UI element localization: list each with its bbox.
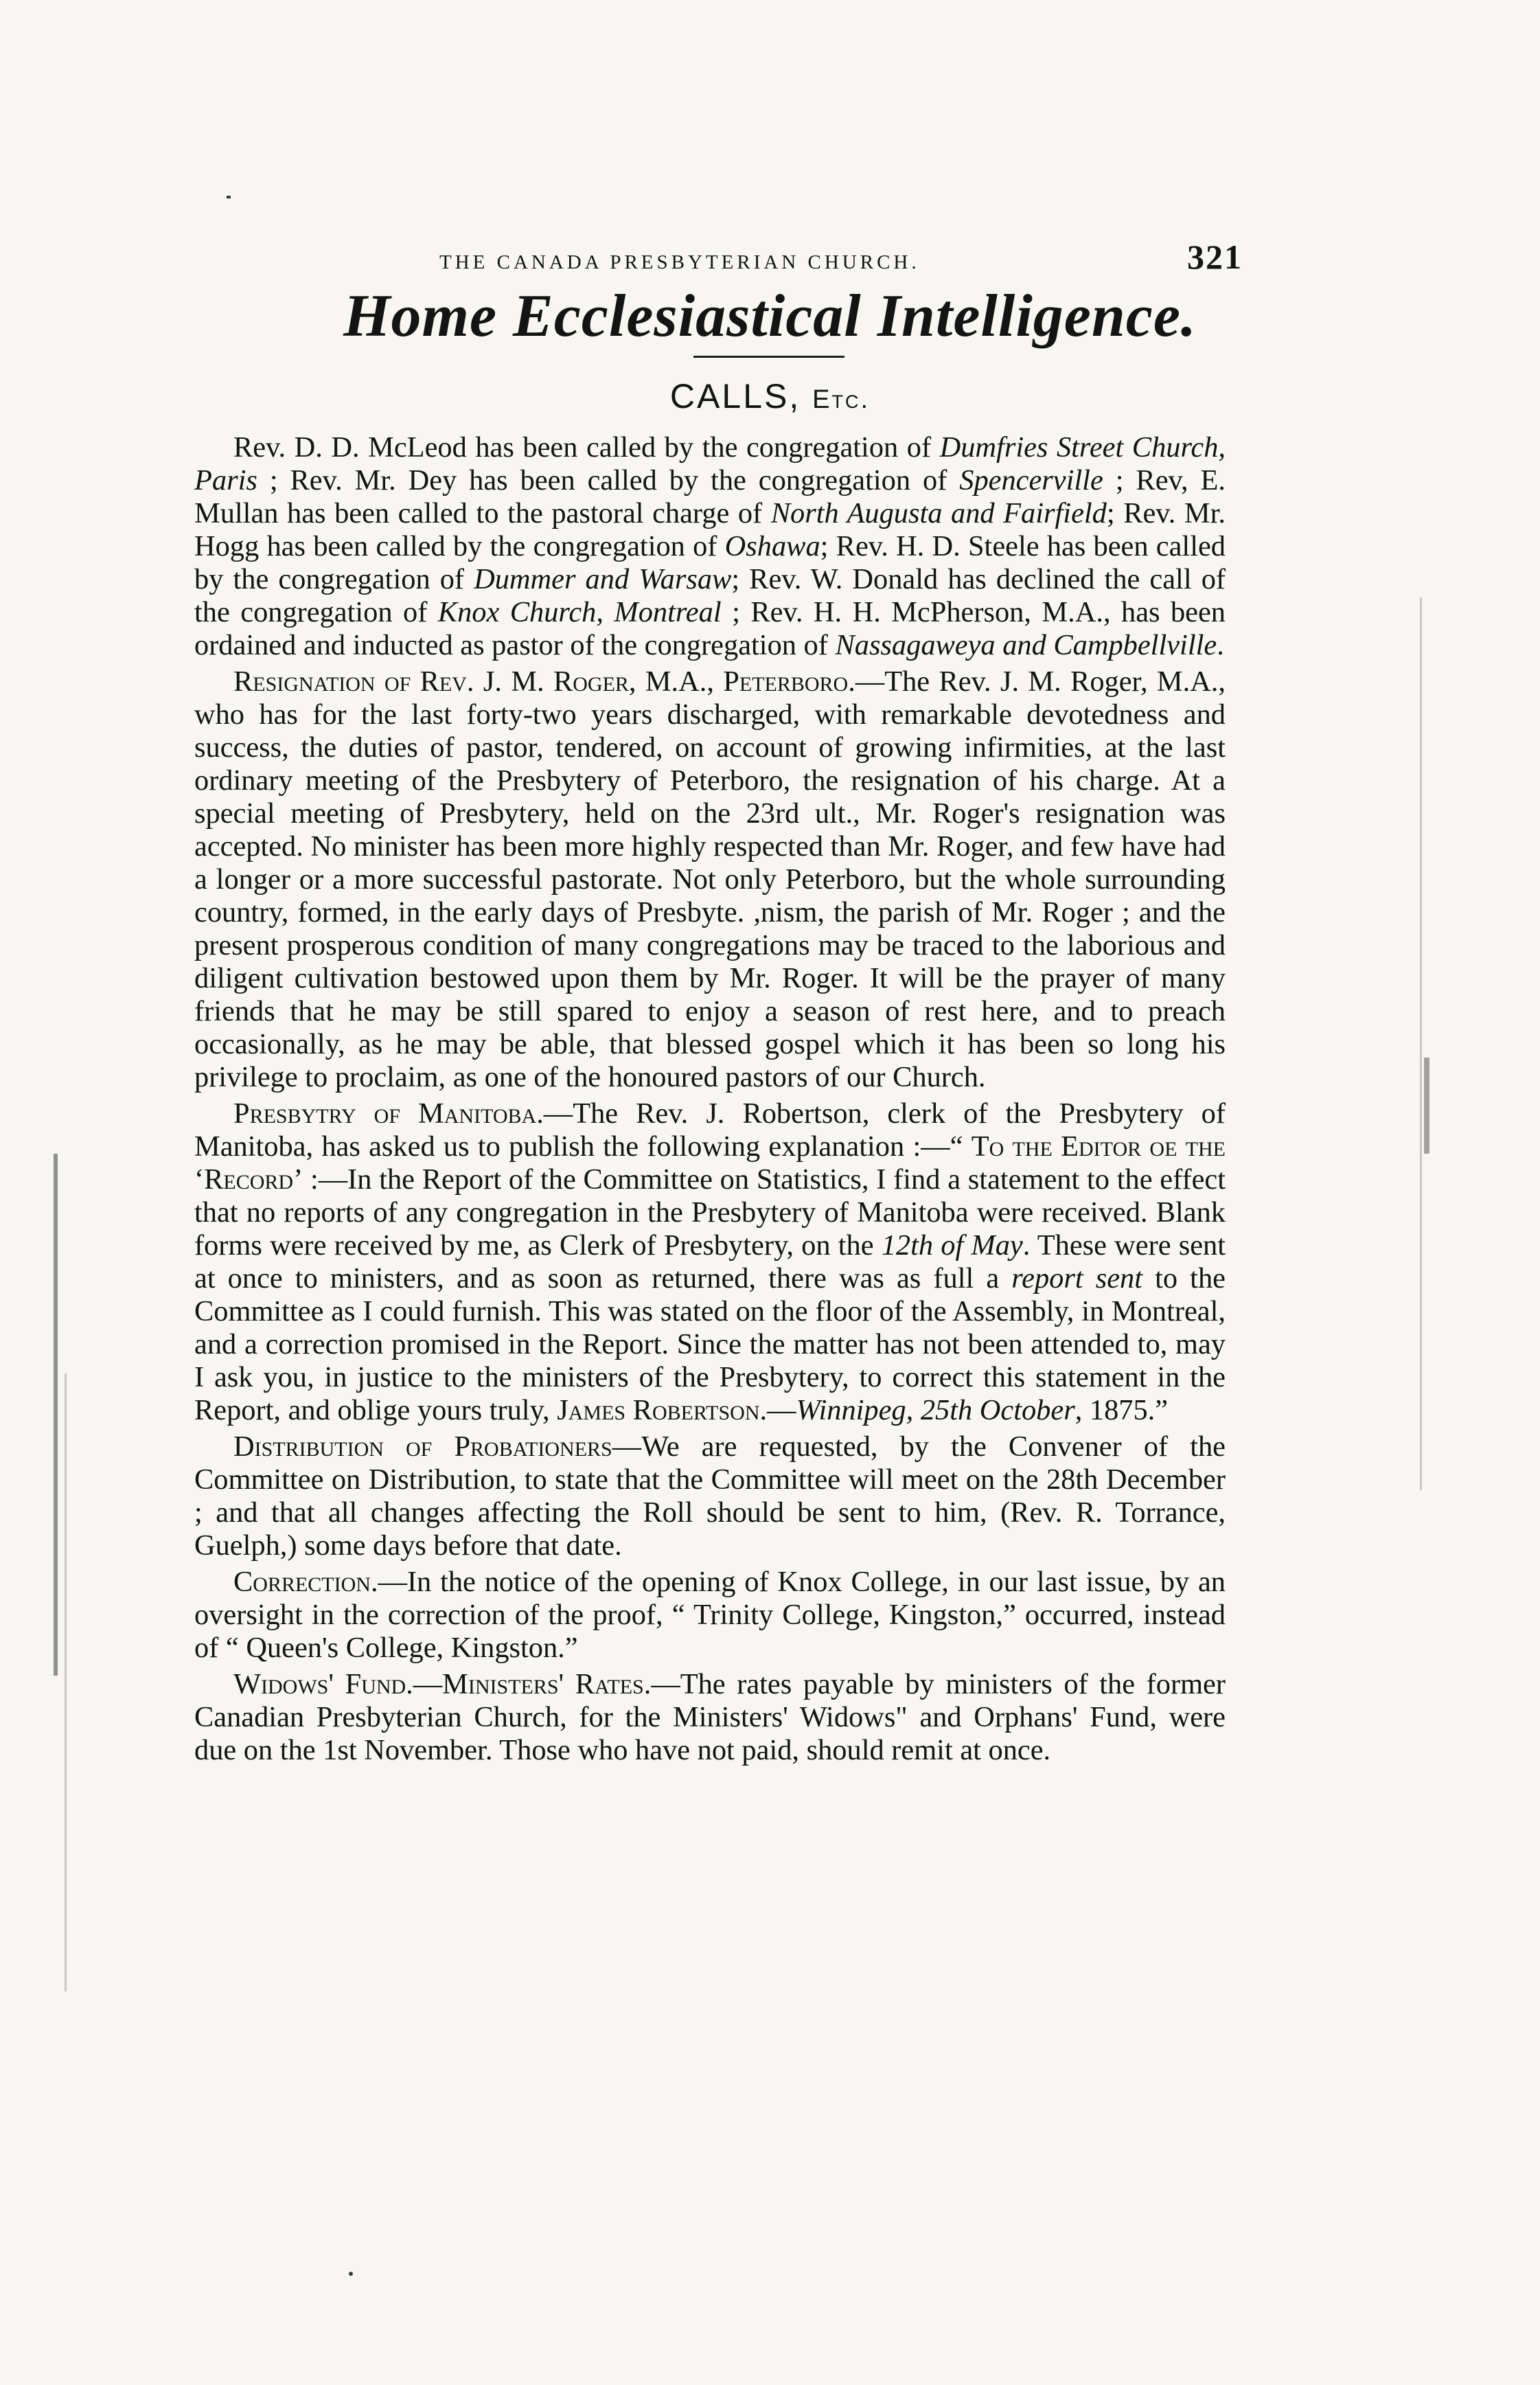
scan-dot bbox=[227, 196, 231, 198]
calls-text-3: ; Rev, E. Mullan has been called to the pastoral charge of bbox=[194, 464, 1226, 529]
section-title: Home Ecclesiastical Intelligence. bbox=[343, 283, 1197, 350]
manitoba-paragraph bbox=[194, 1097, 1226, 1427]
running-head bbox=[439, 237, 1243, 277]
calls-text-5: ; Rev. H. D. Steele has been called by the congregation of bbox=[194, 530, 1226, 595]
manitoba-text-4: to the Committee as I could furnish. This was stated on the floor of the Assembly, in Montreal, and a correction promised in the Report. Since the matter has not been attended to, may I ask you, in justice to the ministers of the Presbytery, to correct this statement in the Report, and oblige yours truly, bbox=[194, 1262, 1226, 1426]
subheading-main: CALLS, bbox=[669, 377, 801, 415]
widows-fund-paragraph bbox=[194, 1668, 1226, 1767]
calls-paragraph bbox=[194, 431, 1226, 662]
calls-place-2: Spencerville bbox=[959, 464, 1103, 497]
scan-edge-left-dash bbox=[65, 1373, 67, 1992]
running-title: THE CANADA PRESBYTERIAN CHURCH. bbox=[439, 251, 920, 273]
letter-place-date: Winnipeg, 25th October bbox=[796, 1394, 1075, 1426]
manitoba-text-5: — bbox=[767, 1394, 796, 1426]
calls-text-7: ; Rev. H. H. McPherson, M.A., has been ordained and inducted as pastor of the congregation of bbox=[194, 596, 1226, 661]
calls-text-6: ; Rev. W. Donald has declined the call of the congregation of bbox=[194, 563, 1226, 628]
manitoba-text-1: —The Rev. J. Robertson, clerk of the Presbytery of Manitoba, has asked us to publish the following explanation :—“ bbox=[194, 1097, 1226, 1163]
calls-place-7: Nassagaweya and Campbellville bbox=[835, 629, 1217, 661]
title-rule bbox=[693, 356, 844, 358]
calls-place-1: Dumfries Street Church, Paris bbox=[194, 431, 1226, 497]
letter-salutation: To the Editor oe the ‘Record’ bbox=[194, 1130, 1226, 1196]
scan-dot bbox=[349, 2272, 353, 2276]
resignation-heading: Resignation of Rev. J. M. Roger, M.A., Peterboro. bbox=[233, 665, 855, 698]
resignation-paragraph bbox=[194, 665, 1226, 1094]
calls-text-8: . bbox=[1217, 629, 1224, 661]
calls-place-4: Oshawa bbox=[724, 530, 820, 562]
calls-place-5: Dummer and Warsaw bbox=[474, 563, 732, 595]
calls-place-3: North Augusta and Fairfield bbox=[770, 497, 1107, 529]
manitoba-text-2: :—In the Report of the Committee on Statistics, I find a statement to the effect that no reports of any congregation in the Presbytery of Manitoba were received. Blank forms were received by me, as Clerk of Presbytery, on the bbox=[194, 1163, 1226, 1262]
manitoba-date: 12th of May bbox=[881, 1229, 1023, 1262]
probationers-paragraph bbox=[194, 1430, 1226, 1562]
widows-fund-heading: Widows' Fund.—Ministers' Rates. bbox=[233, 1668, 652, 1700]
manitoba-heading: Presbytry of Manitoba. bbox=[233, 1097, 544, 1130]
correction-heading: Correction. bbox=[233, 1566, 378, 1598]
article-body bbox=[194, 431, 1226, 1767]
scan-edge-right bbox=[1420, 597, 1422, 1490]
resignation-text: —The Rev. J. M. Roger, M.A., who has for the last forty-two years discharged, with remarkable devotedness and success, the duties of pastor, tendered, on account of growing infirmities, at the last ordinary meeting of the Presbytery of Peterboro, the resignation of his charge. At a special meeting of Presbytery, held on the 23rd ult., Mr. Roger's resignation was accepted. No minister has been more highly respected than Mr. Roger, and few have had a longer or a more successful pastorate. Not only Peterboro, but the whole surrounding country, formed, in the early days of Presbyte. ,nism, the parish of Mr. Roger ; and the present prosperous condition of many congregations may be traced to the laborious and diligent cultivation bestowed upon them by Mr. Roger. It will be the prayer of many friends that he may be still spared to enjoy a season of rest here, and to preach occasionally, as he may be able, that blessed gospel which it has been so long his privilege to proclaim, as one of the honoured pastors of our Church. bbox=[194, 665, 1226, 1093]
calls-place-6: Knox Church, Montreal bbox=[437, 596, 722, 628]
widows-fund-text: —The rates payable by ministers of the former Canadian Presbyterian Church, for the Ministers' Widows" and Orphans' Fund, were due on the 1st November. Those who have not paid, should remit at once. bbox=[194, 1668, 1226, 1766]
manitoba-text-3: . These were sent at once to ministers, and as soon as returned, there was as full a bbox=[194, 1229, 1226, 1294]
correction-text: —In the notice of the opening of Knox College, in our last issue, by an oversight in the correction of the proof, “ Trinity College, Kingston,” occurred, instead of “ Queen's College, Kingston.” bbox=[194, 1566, 1226, 1664]
probationers-text: —We are requested, by the Convener of the Committee on Distribution, to state that the Committee will meet on the 28th December ; and that all changes affecting the Roll should be sent to him, (Rev. R. Torrance, Guelph,) some days before that date. bbox=[194, 1430, 1226, 1562]
subheading-suffix: Etc. bbox=[812, 385, 871, 414]
calls-text-2: ; Rev. Mr. Dey has been called by the congregation of bbox=[257, 464, 960, 497]
manitoba-text-6: , 1875.” bbox=[1074, 1394, 1169, 1426]
calls-text-4: ; Rev. Mr. Hogg has been called by the congregation of bbox=[194, 497, 1226, 562]
scan-edge-right-mark bbox=[1424, 1058, 1429, 1154]
manitoba-report-sent: report sent bbox=[1011, 1262, 1143, 1294]
calls-subheading bbox=[0, 376, 1540, 416]
probationers-heading: Distribution of Probationers bbox=[233, 1430, 612, 1463]
letter-signature: James Robertson. bbox=[557, 1394, 768, 1426]
calls-text-1: Rev. D. D. McLeod has been called by the congregation of bbox=[233, 431, 940, 464]
scan-edge-left bbox=[54, 1154, 58, 1676]
correction-paragraph bbox=[194, 1566, 1226, 1665]
page-number: 321 bbox=[1187, 238, 1243, 276]
